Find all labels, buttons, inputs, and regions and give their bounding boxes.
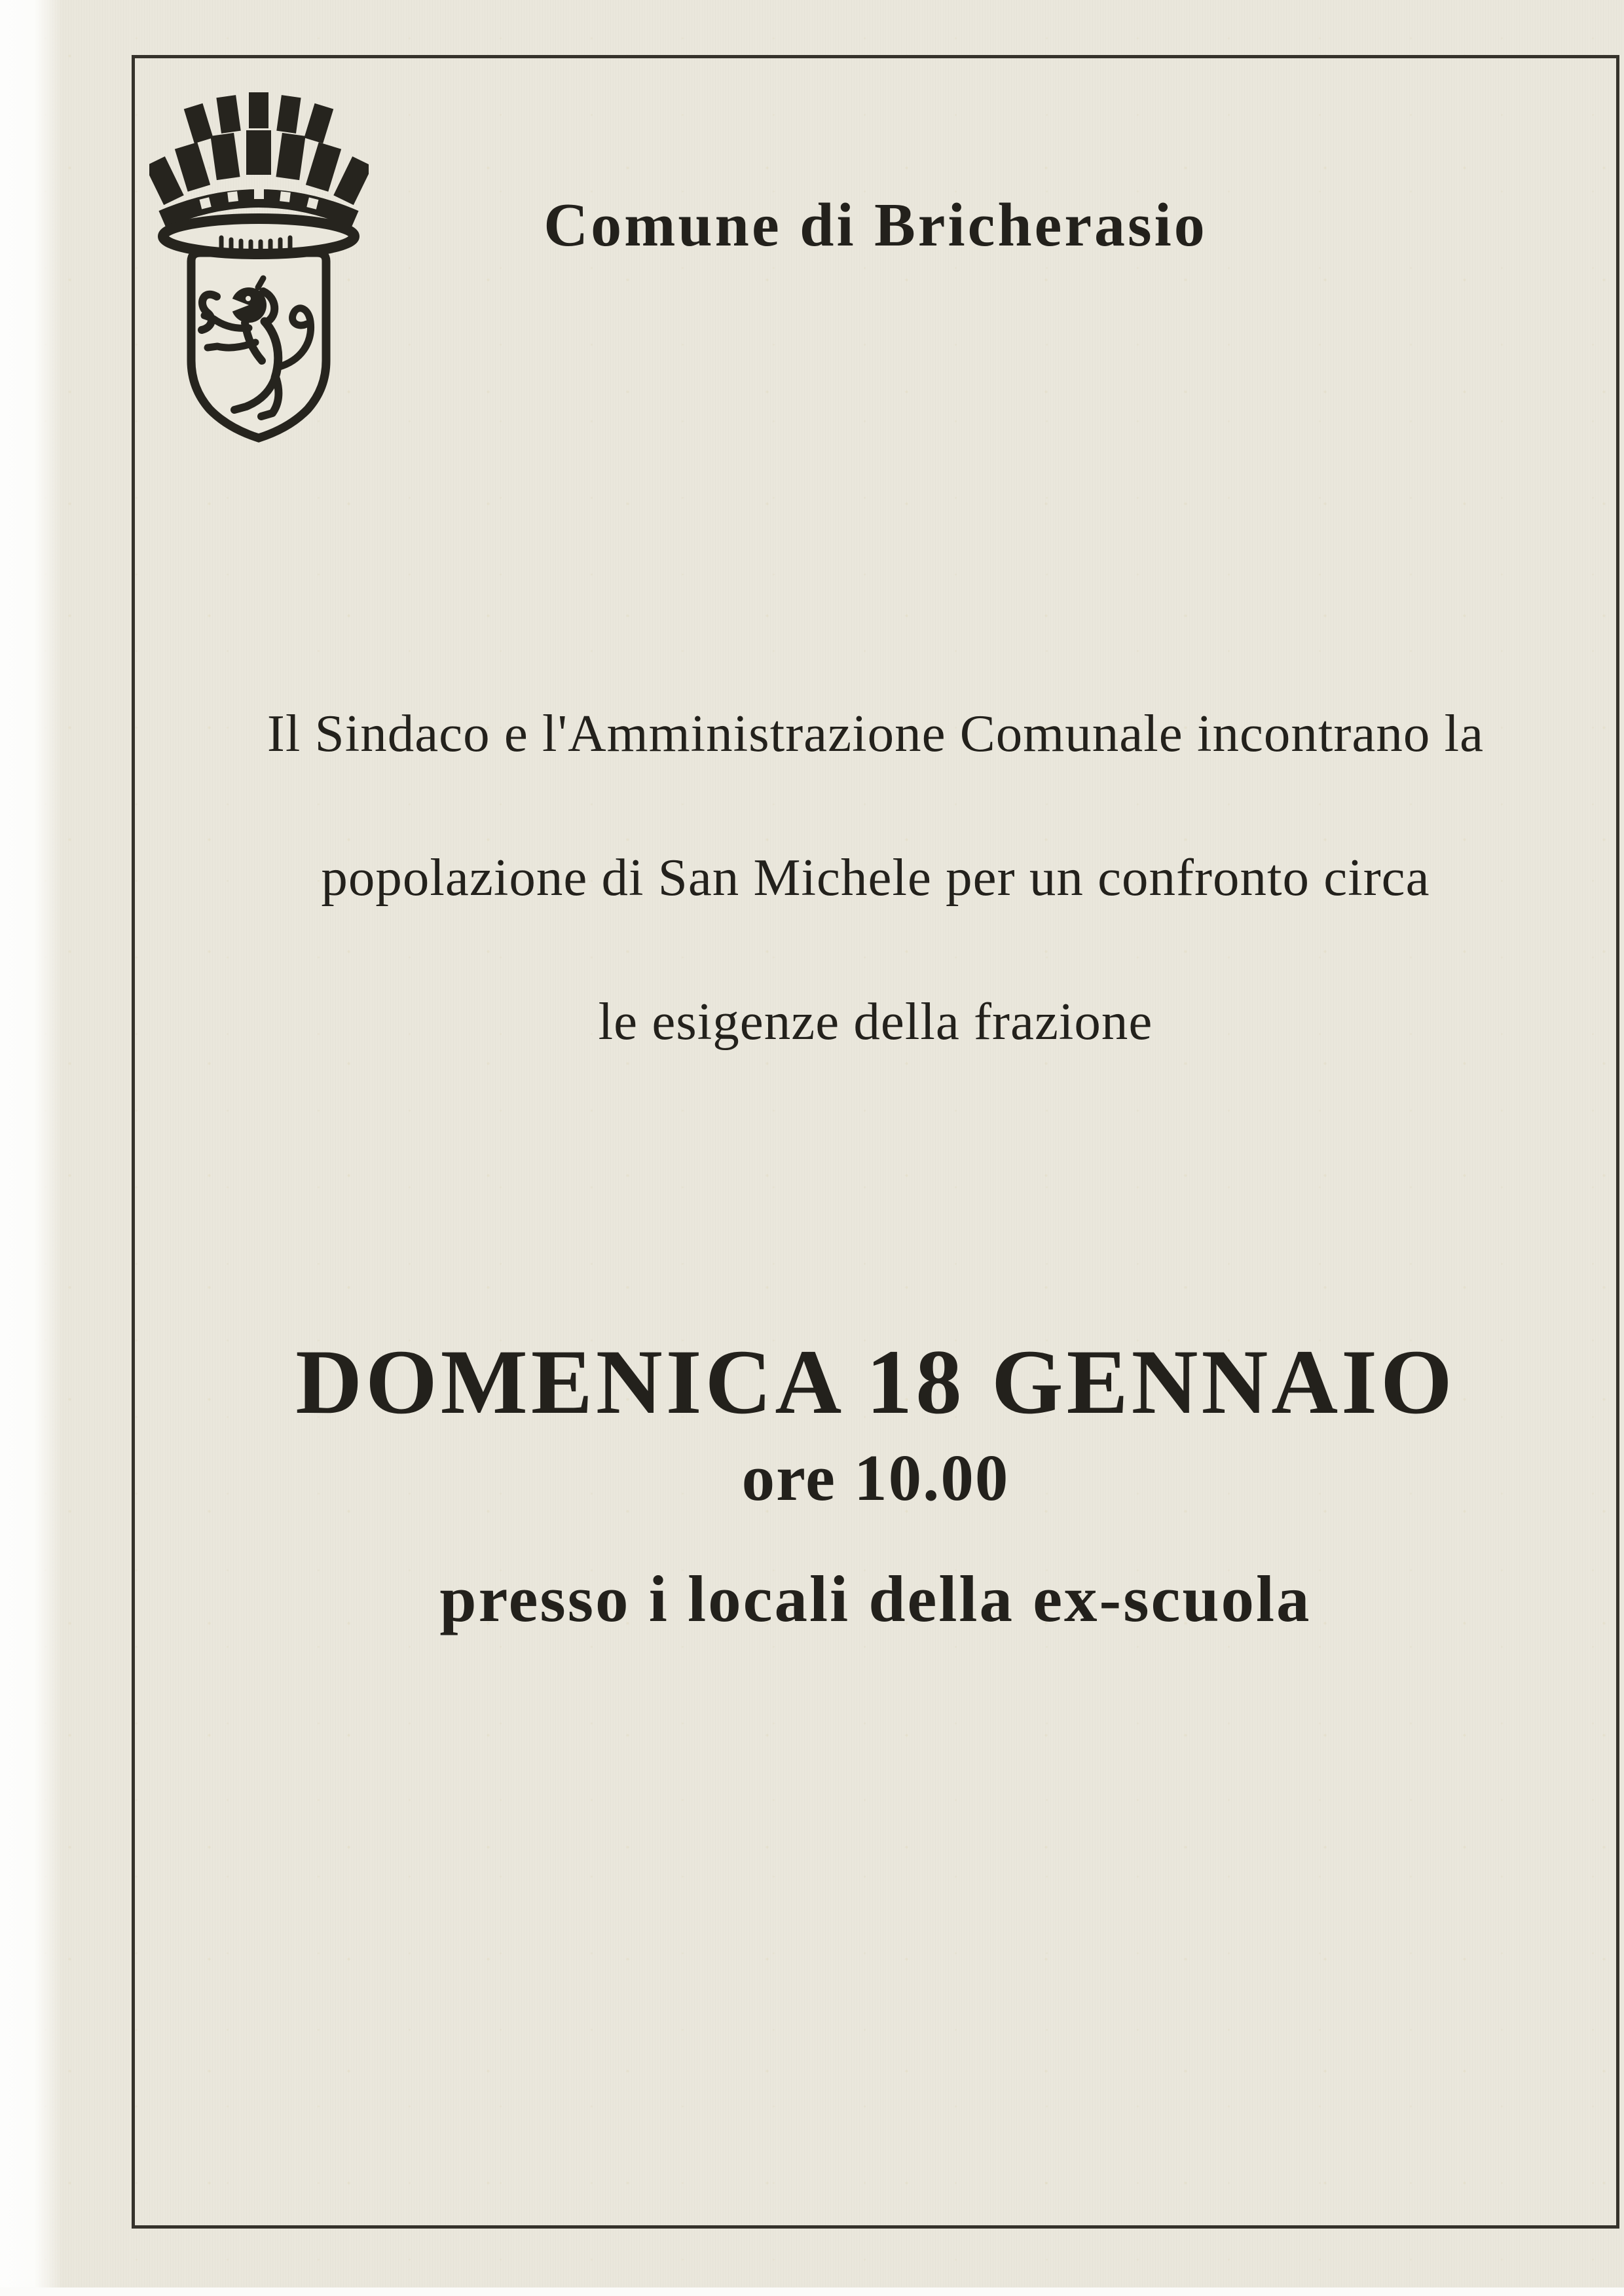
announcement-line-1: Il Sindaco e l'Amministrazione Comunale incontrano la bbox=[267, 704, 1485, 763]
municipal-coat-of-arms-icon bbox=[149, 86, 369, 444]
page-title: Comune di Bricherasio bbox=[544, 191, 1208, 259]
announcement-paragraph bbox=[135, 661, 1616, 1093]
scanner-edge-bottom bbox=[0, 2287, 1624, 2296]
scanner-edge-left bbox=[0, 0, 62, 2296]
flyer-border-frame bbox=[132, 55, 1619, 2229]
event-date-heading: DOMENICA 18 GENNAIO bbox=[295, 1331, 1456, 1433]
announcement-line-2: popolazione di San Michele per un confronto circa bbox=[321, 848, 1430, 907]
event-location: presso i locali della ex-scuola bbox=[439, 1562, 1312, 1635]
announcement-line-3: le esigenze della frazione bbox=[598, 992, 1153, 1051]
event-time: ore 10.00 bbox=[741, 1441, 1010, 1514]
